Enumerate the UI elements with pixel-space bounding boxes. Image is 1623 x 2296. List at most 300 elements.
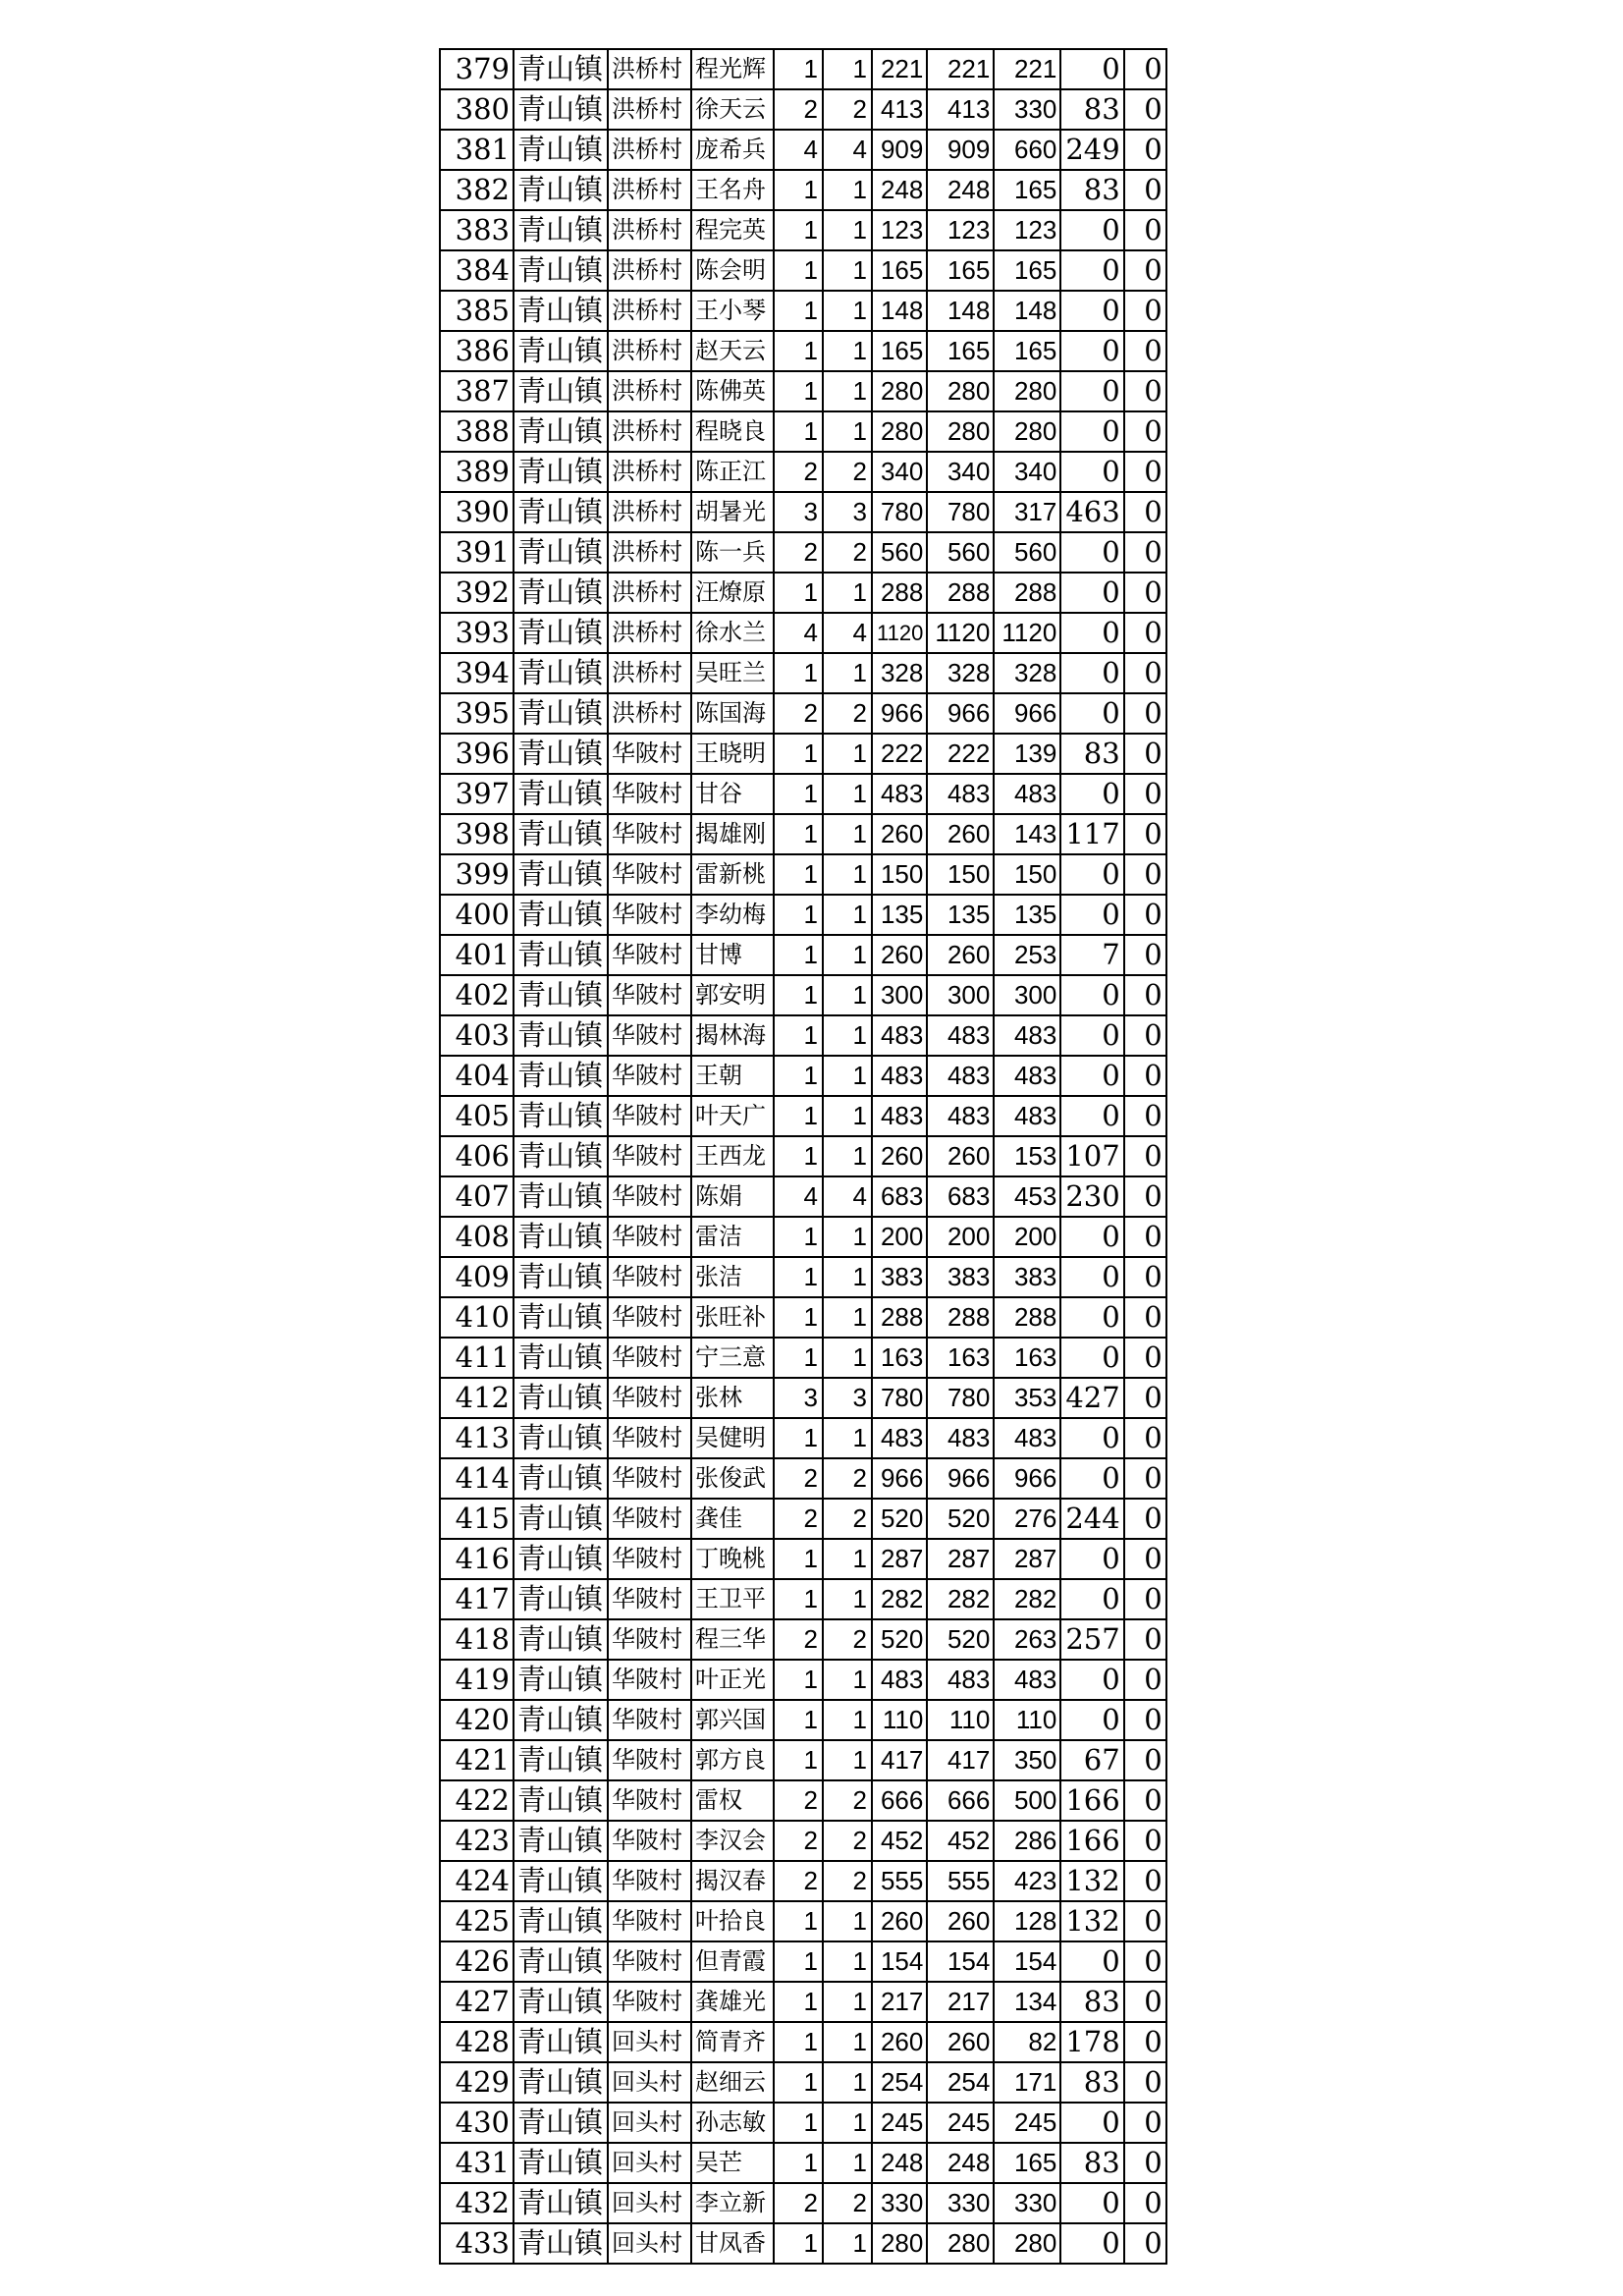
count-a-cell: 1 <box>774 250 823 291</box>
count-a-cell: 1 <box>774 573 823 613</box>
count-b-cell: 1 <box>823 1257 872 1297</box>
amount-e-cell: 0 <box>1124 1780 1166 1821</box>
amount-b-cell: 483 <box>927 1418 994 1458</box>
row-number: 396 <box>440 734 514 774</box>
village-cell: 华陂村 <box>608 1499 691 1539</box>
village-cell: 华陂村 <box>608 1015 691 1056</box>
amount-b-cell: 560 <box>927 532 994 573</box>
amount-b-cell: 245 <box>927 2103 994 2143</box>
count-b-cell: 2 <box>823 1499 872 1539</box>
town-cell: 青山镇 <box>514 2103 608 2143</box>
amount-e-cell: 0 <box>1124 371 1166 411</box>
amount-b-cell: 110 <box>927 1700 994 1740</box>
table-row <box>440 2022 1166 2062</box>
amount-e-cell: 0 <box>1124 2183 1166 2223</box>
town-cell: 青山镇 <box>514 49 608 89</box>
count-a-cell: 1 <box>774 2022 823 2062</box>
count-b-cell: 1 <box>823 210 872 250</box>
amount-b-cell: 555 <box>927 1861 994 1901</box>
count-b-cell: 1 <box>823 331 872 371</box>
amount-e-cell: 0 <box>1124 1861 1166 1901</box>
town-cell: 青山镇 <box>514 2022 608 2062</box>
table-row <box>440 2183 1166 2223</box>
village-cell: 华陂村 <box>608 1941 691 1982</box>
amount-d-cell: 83 <box>1060 2143 1123 2183</box>
town-cell: 青山镇 <box>514 1176 608 1217</box>
town-cell: 青山镇 <box>514 1901 608 1941</box>
count-a-cell: 1 <box>774 1257 823 1297</box>
amount-c-cell: 165 <box>994 2143 1060 2183</box>
amount-a-cell: 966 <box>872 1458 927 1499</box>
count-a-cell: 1 <box>774 653 823 693</box>
town-cell: 青山镇 <box>514 1740 608 1780</box>
town-cell: 青山镇 <box>514 1941 608 1982</box>
count-b-cell: 1 <box>823 1096 872 1136</box>
town-cell: 青山镇 <box>514 1418 608 1458</box>
town-cell: 青山镇 <box>514 2143 608 2183</box>
amount-c-cell: 134 <box>994 1982 1060 2022</box>
amount-a-cell: 340 <box>872 452 927 492</box>
row-number: 397 <box>440 774 514 814</box>
count-b-cell: 1 <box>823 1136 872 1176</box>
name-cell: 王卫平 <box>691 1579 774 1619</box>
table-row <box>440 2062 1166 2103</box>
amount-a-cell: 217 <box>872 1982 927 2022</box>
name-cell: 吴健明 <box>691 1418 774 1458</box>
amount-c-cell: 135 <box>994 895 1060 935</box>
amount-a-cell: 280 <box>872 411 927 452</box>
amount-a-cell: 520 <box>872 1619 927 1660</box>
village-cell: 华陂村 <box>608 1660 691 1700</box>
row-number: 409 <box>440 1257 514 1297</box>
name-cell: 陈一兵 <box>691 532 774 573</box>
village-cell: 华陂村 <box>608 1740 691 1780</box>
row-number: 423 <box>440 1821 514 1861</box>
amount-e-cell: 0 <box>1124 1217 1166 1257</box>
amount-d-cell: 166 <box>1060 1780 1123 1821</box>
amount-b-cell: 483 <box>927 1015 994 1056</box>
row-number: 403 <box>440 1015 514 1056</box>
amount-b-cell: 165 <box>927 250 994 291</box>
count-a-cell: 1 <box>774 1297 823 1338</box>
town-cell: 青山镇 <box>514 1579 608 1619</box>
table-row <box>440 1217 1166 1257</box>
row-number: 386 <box>440 331 514 371</box>
town-cell: 青山镇 <box>514 250 608 291</box>
row-number: 424 <box>440 1861 514 1901</box>
amount-d-cell: 0 <box>1060 210 1123 250</box>
amount-e-cell: 0 <box>1124 291 1166 331</box>
town-cell: 青山镇 <box>514 935 608 975</box>
village-cell: 华陂村 <box>608 1458 691 1499</box>
row-number: 426 <box>440 1941 514 1982</box>
count-a-cell: 2 <box>774 1499 823 1539</box>
name-cell: 张林 <box>691 1378 774 1418</box>
amount-c-cell: 128 <box>994 1901 1060 1941</box>
amount-d-cell: 107 <box>1060 1136 1123 1176</box>
amount-b-cell: 248 <box>927 2143 994 2183</box>
town-cell: 青山镇 <box>514 1982 608 2022</box>
amount-a-cell: 452 <box>872 1821 927 1861</box>
village-cell: 华陂村 <box>608 814 691 854</box>
amount-b-cell: 165 <box>927 331 994 371</box>
village-cell: 洪桥村 <box>608 492 691 532</box>
amount-b-cell: 154 <box>927 1941 994 1982</box>
amount-e-cell: 0 <box>1124 1901 1166 1941</box>
amount-b-cell: 217 <box>927 1982 994 2022</box>
amount-d-cell: 0 <box>1060 1217 1123 1257</box>
count-b-cell: 1 <box>823 1056 872 1096</box>
amount-e-cell: 0 <box>1124 2223 1166 2264</box>
amount-d-cell: 0 <box>1060 2223 1123 2264</box>
amount-b-cell: 280 <box>927 371 994 411</box>
count-b-cell: 2 <box>823 452 872 492</box>
amount-e-cell: 0 <box>1124 1015 1166 1056</box>
row-number: 399 <box>440 854 514 895</box>
amount-a-cell: 222 <box>872 734 927 774</box>
amount-a-cell: 282 <box>872 1579 927 1619</box>
amount-c-cell: 317 <box>994 492 1060 532</box>
count-b-cell: 2 <box>823 1458 872 1499</box>
count-a-cell: 1 <box>774 291 823 331</box>
count-b-cell: 1 <box>823 371 872 411</box>
village-cell: 洪桥村 <box>608 613 691 653</box>
count-b-cell: 1 <box>823 1941 872 1982</box>
count-a-cell: 3 <box>774 1378 823 1418</box>
row-number: 430 <box>440 2103 514 2143</box>
amount-a-cell: 260 <box>872 935 927 975</box>
village-cell: 华陂村 <box>608 734 691 774</box>
table-row <box>440 532 1166 573</box>
amount-a-cell: 163 <box>872 1338 927 1378</box>
count-b-cell: 1 <box>823 653 872 693</box>
amount-b-cell: 135 <box>927 895 994 935</box>
name-cell: 王小琴 <box>691 291 774 331</box>
name-cell: 李立新 <box>691 2183 774 2223</box>
table-row <box>440 613 1166 653</box>
amount-a-cell: 221 <box>872 49 927 89</box>
village-cell: 华陂村 <box>608 895 691 935</box>
table-row <box>440 814 1166 854</box>
count-a-cell: 1 <box>774 2103 823 2143</box>
count-a-cell: 2 <box>774 89 823 130</box>
count-a-cell: 1 <box>774 1338 823 1378</box>
table-row <box>440 1861 1166 1901</box>
village-cell: 华陂村 <box>608 1338 691 1378</box>
row-number: 407 <box>440 1176 514 1217</box>
amount-e-cell: 0 <box>1124 1740 1166 1780</box>
amount-b-cell: 260 <box>927 1136 994 1176</box>
amount-d-cell: 0 <box>1060 613 1123 653</box>
name-cell: 甘博 <box>691 935 774 975</box>
count-a-cell: 2 <box>774 1619 823 1660</box>
row-number: 419 <box>440 1660 514 1700</box>
amount-b-cell: 200 <box>927 1217 994 1257</box>
amount-b-cell: 452 <box>927 1821 994 1861</box>
town-cell: 青山镇 <box>514 1297 608 1338</box>
table-row <box>440 250 1166 291</box>
town-cell: 青山镇 <box>514 774 608 814</box>
amount-b-cell: 280 <box>927 411 994 452</box>
count-b-cell: 3 <box>823 1378 872 1418</box>
amount-a-cell: 666 <box>872 1780 927 1821</box>
count-a-cell: 3 <box>774 492 823 532</box>
amount-a-cell: 245 <box>872 2103 927 2143</box>
amount-a-cell: 280 <box>872 371 927 411</box>
village-cell: 华陂村 <box>608 854 691 895</box>
count-a-cell: 1 <box>774 935 823 975</box>
table-row <box>440 1136 1166 1176</box>
village-cell: 回头村 <box>608 2062 691 2103</box>
row-number: 398 <box>440 814 514 854</box>
amount-c-cell: 453 <box>994 1176 1060 1217</box>
amount-d-cell: 0 <box>1060 532 1123 573</box>
row-number: 405 <box>440 1096 514 1136</box>
amount-e-cell: 0 <box>1124 975 1166 1015</box>
name-cell: 赵天云 <box>691 331 774 371</box>
amount-b-cell: 520 <box>927 1499 994 1539</box>
name-cell: 揭汉春 <box>691 1861 774 1901</box>
count-a-cell: 2 <box>774 2183 823 2223</box>
amount-d-cell: 0 <box>1060 331 1123 371</box>
amount-c-cell: 153 <box>994 1136 1060 1176</box>
amount-d-cell: 166 <box>1060 1821 1123 1861</box>
amount-c-cell: 1120 <box>994 613 1060 653</box>
name-cell: 程光辉 <box>691 49 774 89</box>
count-b-cell: 2 <box>823 532 872 573</box>
amount-c-cell: 287 <box>994 1539 1060 1579</box>
amount-c-cell: 148 <box>994 291 1060 331</box>
amount-a-cell: 417 <box>872 1740 927 1780</box>
table-row <box>440 130 1166 170</box>
amount-b-cell: 483 <box>927 1096 994 1136</box>
amount-a-cell: 248 <box>872 170 927 210</box>
count-b-cell: 1 <box>823 1982 872 2022</box>
count-b-cell: 1 <box>823 734 872 774</box>
village-cell: 华陂村 <box>608 1821 691 1861</box>
amount-b-cell: 909 <box>927 130 994 170</box>
count-a-cell: 1 <box>774 1418 823 1458</box>
amount-c-cell: 483 <box>994 1660 1060 1700</box>
amount-d-cell: 83 <box>1060 734 1123 774</box>
row-number: 431 <box>440 2143 514 2183</box>
amount-e-cell: 0 <box>1124 814 1166 854</box>
amount-c-cell: 288 <box>994 573 1060 613</box>
row-number: 411 <box>440 1338 514 1378</box>
name-cell: 龚佳 <box>691 1499 774 1539</box>
row-number: 408 <box>440 1217 514 1257</box>
name-cell: 揭雄刚 <box>691 814 774 854</box>
amount-d-cell: 0 <box>1060 1096 1123 1136</box>
table-row <box>440 854 1166 895</box>
amount-a-cell: 383 <box>872 1257 927 1297</box>
town-cell: 青山镇 <box>514 734 608 774</box>
amount-c-cell: 383 <box>994 1257 1060 1297</box>
name-cell: 赵细云 <box>691 2062 774 2103</box>
amount-c-cell: 483 <box>994 1096 1060 1136</box>
amount-b-cell: 666 <box>927 1780 994 1821</box>
town-cell: 青山镇 <box>514 130 608 170</box>
table-row <box>440 89 1166 130</box>
village-cell: 华陂村 <box>608 1579 691 1619</box>
count-a-cell: 1 <box>774 854 823 895</box>
amount-a-cell: 483 <box>872 774 927 814</box>
amount-d-cell: 0 <box>1060 774 1123 814</box>
village-cell: 华陂村 <box>608 1257 691 1297</box>
table-row <box>440 1257 1166 1297</box>
amount-b-cell: 683 <box>927 1176 994 1217</box>
name-cell: 张旺补 <box>691 1297 774 1338</box>
row-number: 415 <box>440 1499 514 1539</box>
count-b-cell: 1 <box>823 1217 872 1257</box>
amount-d-cell: 249 <box>1060 130 1123 170</box>
row-number: 412 <box>440 1378 514 1418</box>
row-number: 393 <box>440 613 514 653</box>
amount-e-cell: 0 <box>1124 1821 1166 1861</box>
name-cell: 张俊武 <box>691 1458 774 1499</box>
amount-c-cell: 483 <box>994 774 1060 814</box>
town-cell: 青山镇 <box>514 170 608 210</box>
amount-d-cell: 0 <box>1060 693 1123 734</box>
village-cell: 洪桥村 <box>608 89 691 130</box>
amount-b-cell: 483 <box>927 774 994 814</box>
amount-d-cell: 0 <box>1060 573 1123 613</box>
town-cell: 青山镇 <box>514 613 608 653</box>
amount-d-cell: 427 <box>1060 1378 1123 1418</box>
amount-b-cell: 260 <box>927 2022 994 2062</box>
amount-c-cell: 165 <box>994 331 1060 371</box>
amount-c-cell: 423 <box>994 1861 1060 1901</box>
count-b-cell: 4 <box>823 130 872 170</box>
village-cell: 洪桥村 <box>608 210 691 250</box>
amount-d-cell: 0 <box>1060 1056 1123 1096</box>
row-number: 421 <box>440 1740 514 1780</box>
amount-e-cell: 0 <box>1124 693 1166 734</box>
amount-c-cell: 110 <box>994 1700 1060 1740</box>
name-cell: 徐水兰 <box>691 613 774 653</box>
amount-a-cell: 288 <box>872 573 927 613</box>
amount-d-cell: 244 <box>1060 1499 1123 1539</box>
row-number: 387 <box>440 371 514 411</box>
village-cell: 华陂村 <box>608 1861 691 1901</box>
table-row <box>440 895 1166 935</box>
town-cell: 青山镇 <box>514 653 608 693</box>
count-a-cell: 1 <box>774 1136 823 1176</box>
amount-d-cell: 83 <box>1060 1982 1123 2022</box>
amount-d-cell: 0 <box>1060 1700 1123 1740</box>
village-cell: 洪桥村 <box>608 250 691 291</box>
table-row <box>440 1740 1166 1780</box>
town-cell: 青山镇 <box>514 1821 608 1861</box>
count-b-cell: 1 <box>823 814 872 854</box>
count-b-cell: 1 <box>823 1660 872 1700</box>
amount-e-cell: 0 <box>1124 2103 1166 2143</box>
name-cell: 李汉会 <box>691 1821 774 1861</box>
count-b-cell: 1 <box>823 975 872 1015</box>
town-cell: 青山镇 <box>514 1338 608 1378</box>
village-cell: 洪桥村 <box>608 170 691 210</box>
count-b-cell: 1 <box>823 1338 872 1378</box>
name-cell: 孙志敏 <box>691 2103 774 2143</box>
name-cell: 雷洁 <box>691 1217 774 1257</box>
amount-a-cell: 300 <box>872 975 927 1015</box>
amount-c-cell: 263 <box>994 1619 1060 1660</box>
village-cell: 华陂村 <box>608 1096 691 1136</box>
town-cell: 青山镇 <box>514 1700 608 1740</box>
table-row <box>440 1378 1166 1418</box>
town-cell: 青山镇 <box>514 1539 608 1579</box>
table-row <box>440 291 1166 331</box>
town-cell: 青山镇 <box>514 89 608 130</box>
town-cell: 青山镇 <box>514 452 608 492</box>
town-cell: 青山镇 <box>514 1499 608 1539</box>
row-number: 413 <box>440 1418 514 1458</box>
table-row <box>440 975 1166 1015</box>
amount-a-cell: 780 <box>872 1378 927 1418</box>
table-row <box>440 1338 1166 1378</box>
amount-a-cell: 413 <box>872 89 927 130</box>
table-row <box>440 573 1166 613</box>
name-cell: 龚雄光 <box>691 1982 774 2022</box>
amount-c-cell: 483 <box>994 1056 1060 1096</box>
amount-d-cell: 0 <box>1060 653 1123 693</box>
row-number: 379 <box>440 49 514 89</box>
row-number: 414 <box>440 1458 514 1499</box>
amount-b-cell: 148 <box>927 291 994 331</box>
village-cell: 华陂村 <box>608 774 691 814</box>
count-b-cell: 1 <box>823 170 872 210</box>
amount-c-cell: 560 <box>994 532 1060 573</box>
amount-d-cell: 0 <box>1060 49 1123 89</box>
amount-b-cell: 260 <box>927 1901 994 1941</box>
table-row <box>440 170 1166 210</box>
village-cell: 洪桥村 <box>608 130 691 170</box>
amount-c-cell: 245 <box>994 2103 1060 2143</box>
name-cell: 陈国海 <box>691 693 774 734</box>
amount-e-cell: 0 <box>1124 1499 1166 1539</box>
count-a-cell: 1 <box>774 814 823 854</box>
amount-e-cell: 0 <box>1124 1982 1166 2022</box>
amount-d-cell: 0 <box>1060 895 1123 935</box>
count-b-cell: 1 <box>823 774 872 814</box>
village-cell: 华陂村 <box>608 935 691 975</box>
table-row <box>440 1499 1166 1539</box>
amount-b-cell: 417 <box>927 1740 994 1780</box>
town-cell: 青山镇 <box>514 1780 608 1821</box>
amount-a-cell: 287 <box>872 1539 927 1579</box>
amount-e-cell: 0 <box>1124 774 1166 814</box>
village-cell: 华陂村 <box>608 975 691 1015</box>
count-b-cell: 2 <box>823 1780 872 1821</box>
amount-d-cell: 0 <box>1060 2183 1123 2223</box>
amount-b-cell: 330 <box>927 2183 994 2223</box>
row-number: 417 <box>440 1579 514 1619</box>
count-b-cell: 1 <box>823 895 872 935</box>
row-number: 402 <box>440 975 514 1015</box>
amount-b-cell: 1120 <box>927 613 994 653</box>
count-a-cell: 1 <box>774 1982 823 2022</box>
amount-c-cell: 165 <box>994 250 1060 291</box>
amount-c-cell: 280 <box>994 371 1060 411</box>
name-cell: 丁晚桃 <box>691 1539 774 1579</box>
town-cell: 青山镇 <box>514 210 608 250</box>
count-a-cell: 1 <box>774 895 823 935</box>
amount-e-cell: 0 <box>1124 1257 1166 1297</box>
town-cell: 青山镇 <box>514 1861 608 1901</box>
count-b-cell: 1 <box>823 411 872 452</box>
amount-e-cell: 0 <box>1124 170 1166 210</box>
count-b-cell: 1 <box>823 854 872 895</box>
